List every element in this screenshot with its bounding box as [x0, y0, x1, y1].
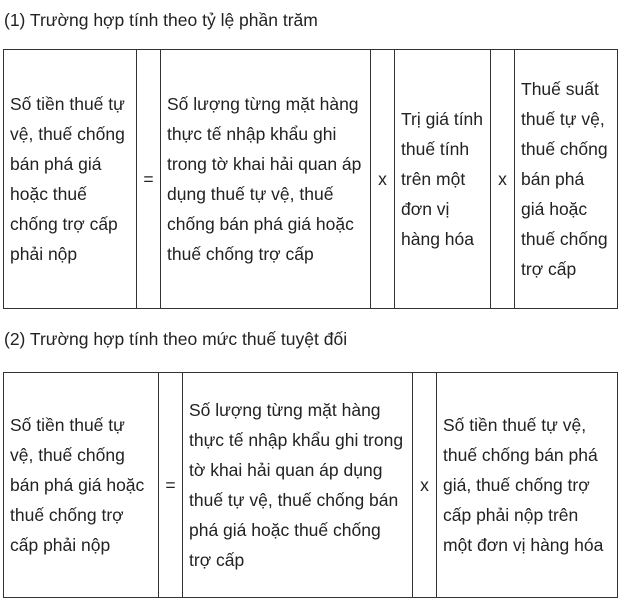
equals-operator: = [137, 50, 161, 309]
section1-heading: (1) Trường hợp tính theo tỷ lệ phần trăm [4, 10, 318, 30]
tax-amount-per-unit-cell: Số tiền thuế tự vệ, thuế chống bán phá giá, thuế chống trợ cấp phải nộp trên một đơn vị hàng hóa [437, 373, 618, 598]
section2-heading: (2) Trường hợp tính theo mức thuế tuyệt đối [4, 329, 348, 349]
equals-operator: = [159, 373, 183, 598]
multiply-operator: x [413, 373, 437, 598]
imported-quantity-cell: Số lượng từng mặt hàng thực tế nhập khẩu ghi trong tờ khai hải quan áp dụng thuế tự vệ, thuế chống bán phá giá hoặc thuế chống trợ cấp [183, 373, 413, 598]
percentage-formula-table [3, 49, 618, 309]
multiply-operator: x [371, 50, 395, 309]
imported-quantity-cell: Số lượng từng mặt hàng thực tế nhập khẩu ghi trong tờ khai hải quan áp dụng thuế tự vệ, thuế chống bán phá giá hoặc thuế chống trợ cấp [161, 50, 371, 309]
taxable-value-per-unit-cell: Trị giá tính thuế tính trên một đơn vị hàng hóa [395, 50, 491, 309]
tax-amount-payable-cell: Số tiền thuế tự vệ, thuế chống bán phá giá hoặc thuế chống trợ cấp phải nộp [4, 50, 137, 309]
tax-rate-cell: Thuế suất thuế tự vệ, thuế chống bán phá giá hoặc thuế chống trợ cấp [515, 50, 618, 309]
formula-row [4, 373, 618, 598]
formula-row [4, 50, 618, 309]
absolute-formula-table [3, 372, 618, 598]
multiply-operator: x [491, 50, 515, 309]
tax-amount-payable-cell: Số tiền thuế tự vệ, thuế chống bán phá giá hoặc thuế chống trợ cấp phải nộp [4, 373, 159, 598]
